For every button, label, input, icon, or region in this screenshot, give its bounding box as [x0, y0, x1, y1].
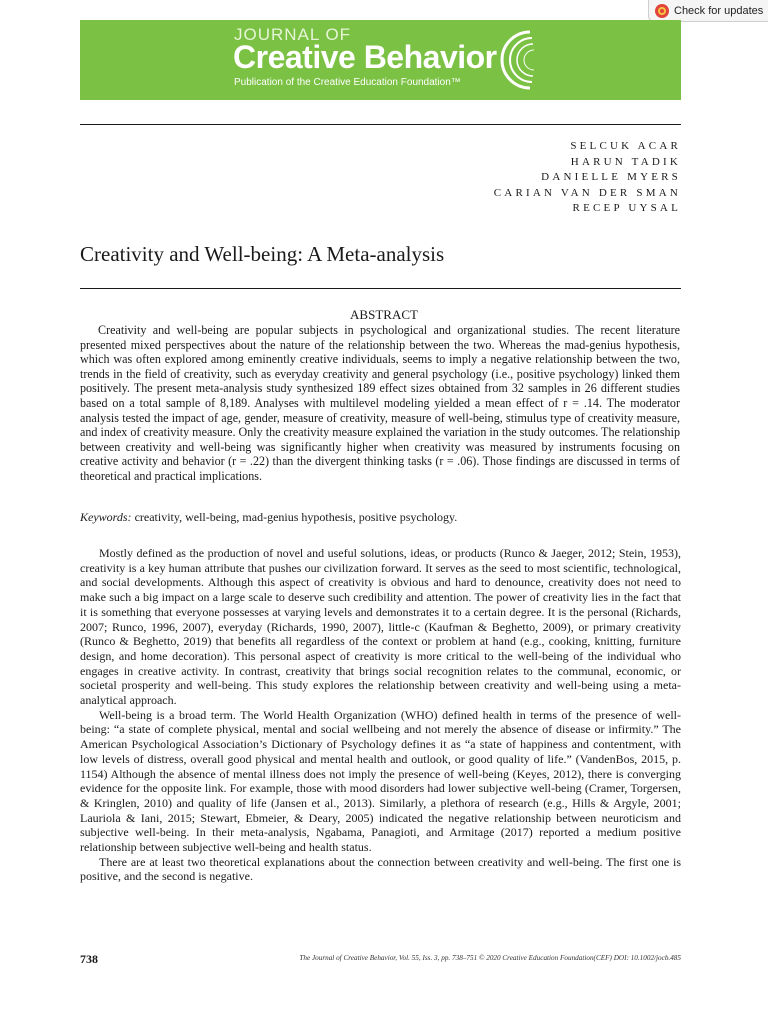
keywords-text: creativity, well-being, mad-genius hypothesis, positive psychology. — [134, 510, 458, 524]
author-name: DANIELLE MYERS — [541, 171, 681, 183]
check-updates-label: Check for updates — [674, 4, 764, 17]
header-rule — [80, 124, 681, 125]
check-updates-icon — [655, 4, 669, 18]
journal-banner-line1: JOURNAL OF — [234, 25, 352, 44]
footer-citation: The Journal of Creative Behavior, Vol. 55, Iss. 3, pp. 738–751 © 2020 Creative Education Foundation(CEF) DOI: 10.1002/jocb.485 — [299, 954, 681, 962]
title-rule — [80, 288, 681, 289]
body-paragraph: Well-being is a broad term. The World Health Organization (WHO) defined health in terms of the presence of well-being: “a state of complete physical, mental and social wellbeing and not merely the absence of disease or infirmity.” The American Psychological Association’s Dictionary of Psychology defines it as “a state of happiness and contentment, with low levels of distress, overall good physical and mental health and outlook, or good quality of life.” (VandenBos, 2015, p. 1154) Although the absence of mental illness does not imply the presence of well-being (Keyes, 2012), there is converging evidence for the opposite link. For example, those with mood disorders had lower subjective well-being (Cramer, Torgersen, & Kringlen, 2010) and quality of life (Jansen et al., 2013). Similarly, a plethora of research (e.g., Hills & Argyle, 2001; Lauriola & Iani, 2015; Stewart, Ebmeier, & Deary, 2005) indicated the negative relationship between neuroticism and subjective well-being. In their meta-analysis, Ngabama, Panagioti, and Armitage (2017) reported a medium positive relationship between subjective well-being and health status. — [80, 707, 681, 855]
journal-banner-subtitle: Publication of the Creative Education Foundation™ — [234, 77, 461, 88]
body-paragraph: There are at least two theoretical explanations about the connection between creativity and well-being. The first one is positive, and the second is negative. — [80, 854, 681, 884]
page-number: 738 — [80, 952, 98, 966]
abstract-heading: ABSTRACT — [350, 307, 418, 322]
author-list — [494, 139, 681, 217]
keywords-label: Keywords: — [80, 510, 132, 524]
journal-banner — [80, 20, 681, 100]
journal-banner-title: Creative Behavior — [233, 39, 497, 75]
keywords — [80, 510, 457, 525]
author-name: RECEP UYSAL — [572, 202, 681, 214]
body-text — [80, 546, 681, 884]
author-name: SELCUK ACAR — [570, 140, 681, 152]
author-name: HARUN TADIK — [570, 155, 681, 168]
body-paragraph: Mostly defined as the production of novel and useful solutions, ideas, or products (Runco & Jaeger, 2012; Stein, 1953), creativity is a key human attribute that pushes our civilization forward. It serves as the seed to most scientific, technological, and social developments. Although this aspect of creativity is obvious and hard to denounce, creativity does not need to make such a big impact on a large scale to deserve such credibility and attention. The power of creativity lies in the fact that it is something that everyone possesses at varying levels and demonstrates it to a certain degree. It is the personal (Richards, 2007; Runco, 1996, 2007), everyday (Richards, 1990, 2007), little-c (Kaufman & Beghetto, 2009), or primary creativity (Runco & Beghetto, 2019) that benefits all regardless of the context or problem at hand (e.g., cooking, knitting, furniture design, and home decoration). This personal aspect of creativity is more critical to the well-being of the individual who engages in creative activity. In contrast, creativity that brings social recognition relates to the communal, economic, or societal prosperity and well-being. This study explores the relationship between creativity and well-being using a meta-analytical approach. — [80, 546, 681, 708]
check-for-updates-button[interactable] — [648, 0, 768, 22]
abstract-text: Creativity and well-being are popular subjects in psychological and organizational studies. The recent literature presented mixed perspectives about the nature of the relationship between the two. Whereas the mad-genius hypothesis, which was often explored among eminently creative individuals, seems to imply a negative relationship between the two, trends in the field of creativity, such as everyday creativity and general psychology (i.e., positive psychology) linked them positively. The present meta-analysis study synthesized 189 effect sizes obtained from 32 samples in 26 different studies based on a total sample of 8,189. Analyses with multilevel modeling yielded a mean effect of r = .14. The moderator analysis tested the impact of age, gender, measure of creativity, measure of well-being, stimulus type of creativity measure, and index of creativity measure. Only the creativity measure explained the variation in the study outcomes. The relationship between creativity and well-being was significantly higher when creativity was measured by instruments focusing on creative activity and behavior (r = .22) than the divergent thinking tasks (r = .06). Those findings are discussed in terms of theoretical and practical implications. — [80, 323, 680, 483]
author-name: CARIAN VAN DER SMAN — [493, 186, 681, 199]
journal-logo-icon — [500, 24, 536, 96]
paper-title: Creativity and Well-being: A Meta-analysis — [80, 242, 445, 266]
